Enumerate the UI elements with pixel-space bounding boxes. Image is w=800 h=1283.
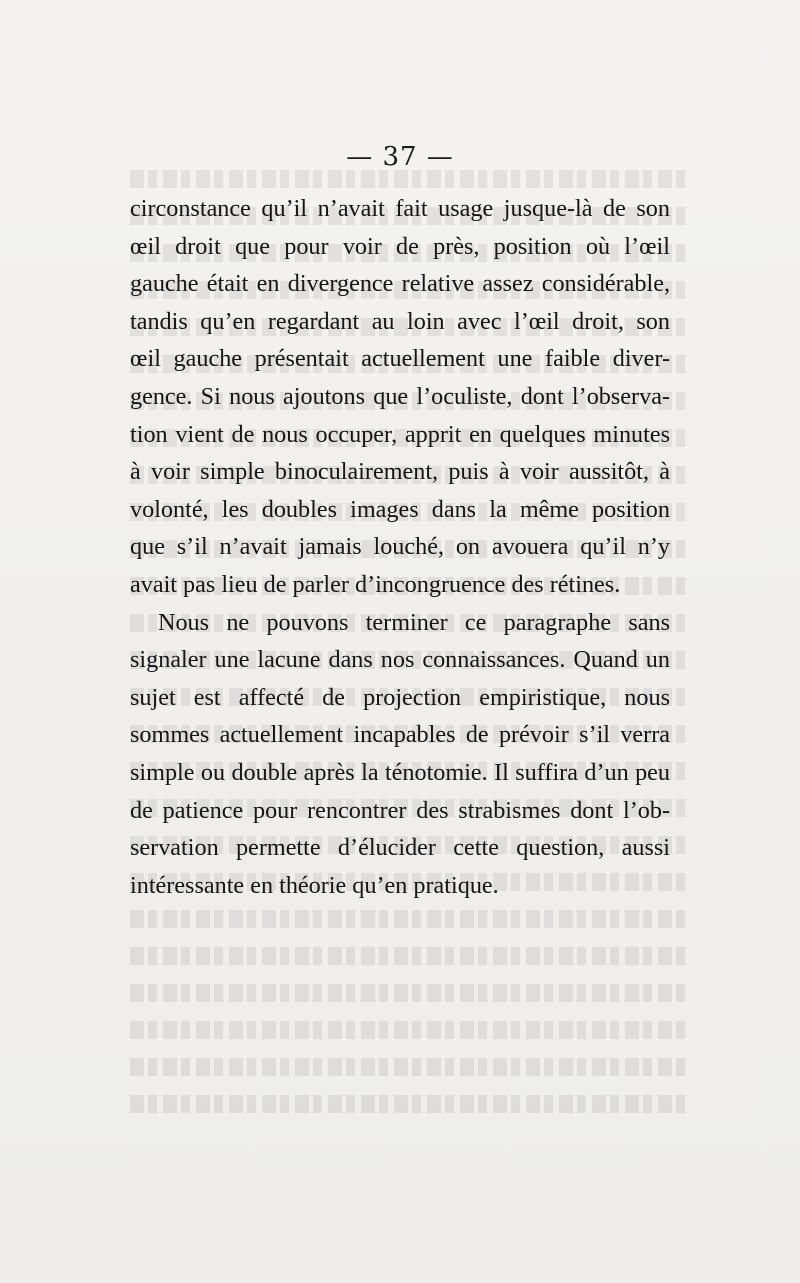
text-line: intéressante en théorie qu’en pratique.	[130, 871, 499, 899]
text-line: circonstance qu’il n’avait fait usage jusque-là de son	[130, 195, 670, 222]
page-number: — 37 —	[346, 142, 454, 172]
text-line: simple ou double après la ténotomie. Il suffira d’un peu	[130, 758, 670, 786]
text-line: de patience pour rencontrer des strabismes dont l’ob-	[130, 796, 670, 824]
text-line: gauche était en divergence relative assez considérable,	[130, 270, 670, 298]
text-line: gence. Si nous ajoutons que l’oculiste, dont l’observa-	[130, 382, 670, 410]
paragraph	[130, 190, 670, 604]
text-line: œil droit que pour voir de près, position où l’œil	[130, 232, 670, 260]
text-line: servation permette d’élucider cette question, aussi	[130, 834, 670, 862]
text-line: signaler une lacune dans nos connaissances. Quand un	[130, 646, 670, 674]
text-line: tandis qu’en regardant au loin avec l’œil droit, son	[130, 307, 670, 335]
text-line: à voir simple binoculairement, puis à voir aussitôt, à	[130, 458, 670, 486]
text-line: avait pas lieu de parler d’incongruence des rétines.	[130, 570, 621, 598]
paragraph	[130, 604, 670, 905]
text-line: sujet est affecté de projection empiristique, nous	[130, 683, 670, 711]
text-line: sommes actuellement incapables de prévoir s’il verra	[130, 721, 670, 749]
text-line: œil gauche présentait actuellement une faible diver-	[130, 345, 670, 373]
text-line: que s’il n’avait jamais louché, on avouera qu’il n’y	[130, 533, 670, 561]
text-line: Nous ne pouvons terminer ce paragraphe sans	[158, 608, 670, 636]
text-line: volonté, les doubles images dans la même position	[130, 495, 670, 523]
body-text	[130, 190, 670, 904]
text-line: tion vient de nous occuper, apprit en quelques minutes	[130, 420, 670, 448]
